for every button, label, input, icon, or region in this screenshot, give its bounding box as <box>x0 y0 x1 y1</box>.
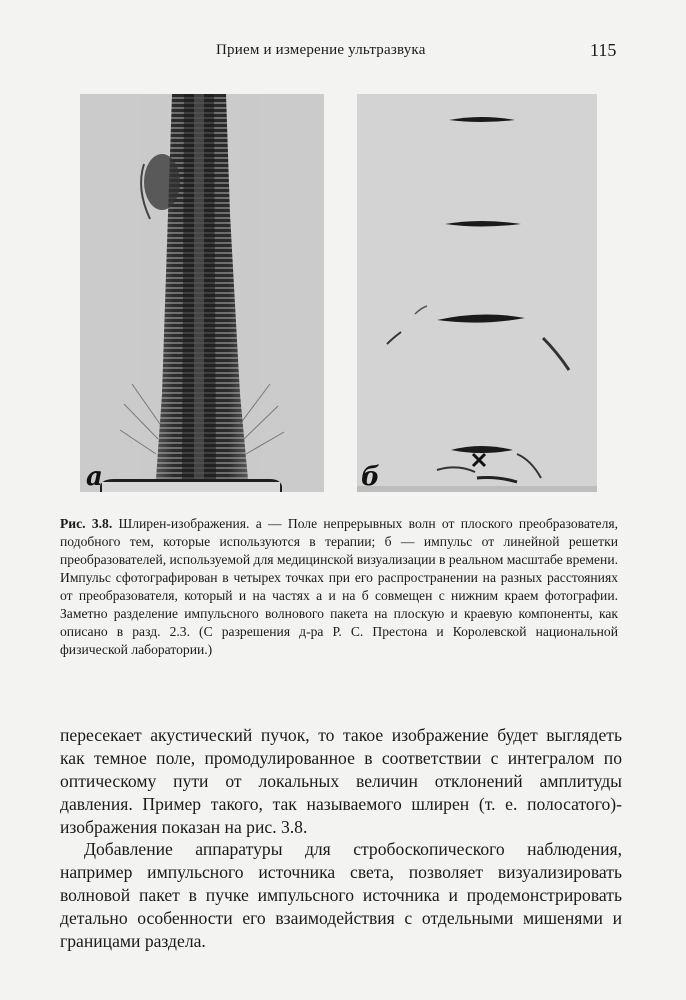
figure-panel-a <box>80 94 324 492</box>
running-head <box>0 42 686 62</box>
panel-a-label: а <box>86 462 103 492</box>
page-number: 115 <box>590 40 617 60</box>
caption-number: Рис. 3.8. <box>60 516 113 531</box>
body-paragraph-2: Добавление аппаратуры для стробоскопического наблюдения, например импульсного источника света, позволяет визуализировать волновой пакет в пучке импульсного источника и продемонстрировать детально особенности его взаимодействия с отдельными мишенями и границами раздела. <box>60 838 622 951</box>
running-title: Прием и измерение ультразвука <box>216 42 426 58</box>
schlieren-pulse-image <box>357 94 597 492</box>
schlieren-continuous-wave-image <box>80 94 324 492</box>
body-paragraph-1: пересекает акустический пучок, то такое изображение будет выглядеть как темное поле, промодулированное в соответствии с интегралом по оптическому пути от локальных величин отклонений амплитуды давления. Пример такого, так называемого шлирен (т. е. полосатого)-изображения показан на рис. 3.8. <box>60 724 622 837</box>
panel-b-label: б <box>361 462 380 492</box>
figure-panel-b <box>357 94 597 492</box>
figure-caption <box>60 515 618 659</box>
caption-text: Шлирен-изображения. а — Поле непрерывных волн от плоского преобразователя, подобного тем, которые используются в терапии; б — импульс от линейной решетки преобразователей, используемой для медицинской визуализации в реальном масштабе времени. Импульс сфотографирован в четырех точках при его распространении на разных расстояниях от преобразователя, который и на частях а и на б совмещен с нижним краем фотографии. Заметно разделение импульсного волнового пакета на плоскую и краевую компоненты, как описано в разд. 2.3. (С разрешения д-ра Р. С. Престона и Королевской национальной физической лаборатории.) <box>60 516 618 657</box>
